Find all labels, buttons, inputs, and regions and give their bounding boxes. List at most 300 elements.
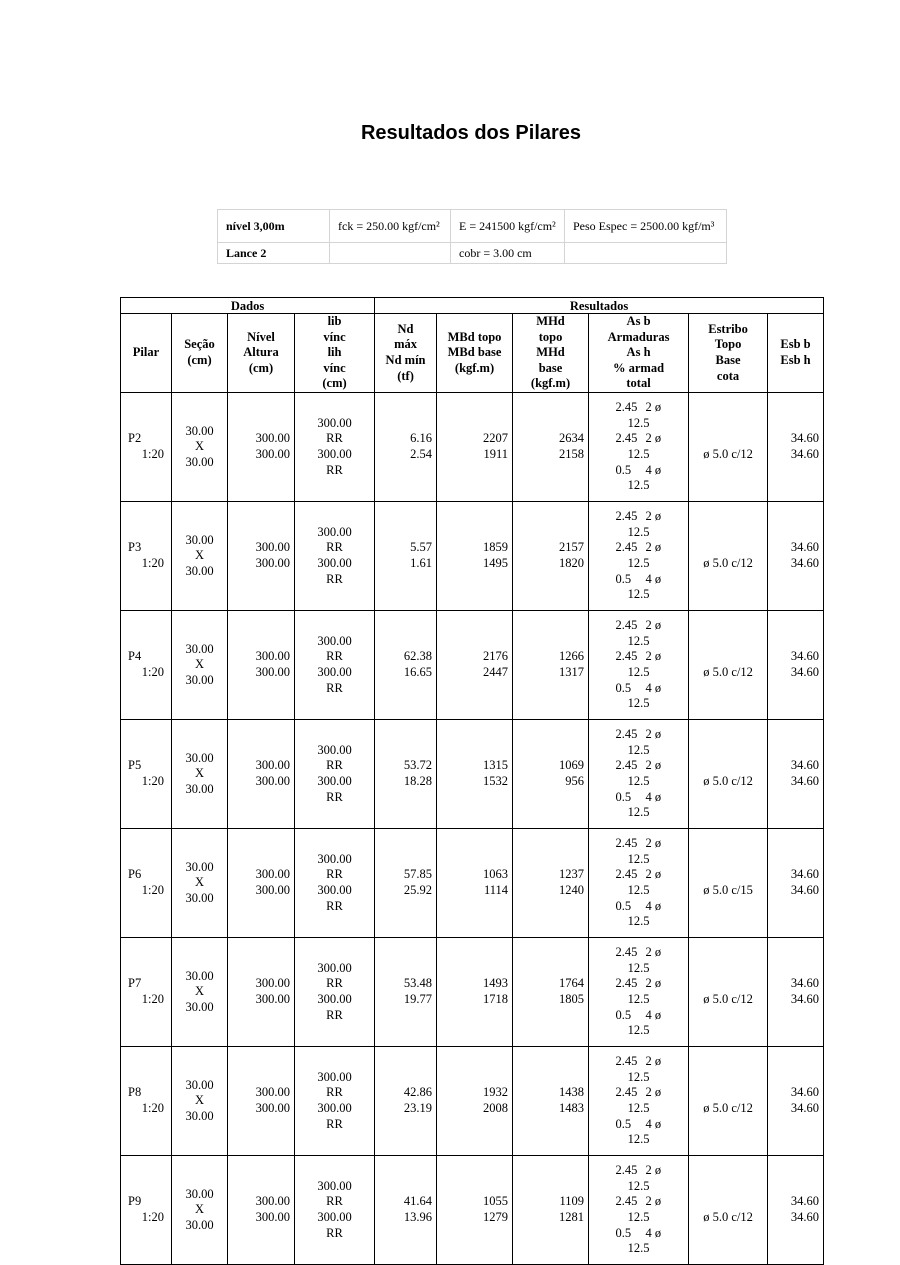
pilar-scale: 1:20: [141, 991, 164, 1006]
nd-cell: [375, 610, 437, 719]
stirrup-cell: [689, 1155, 768, 1264]
nd-value: 41.64: [403, 1194, 433, 1209]
reinforcement-area: 0.5: [615, 898, 632, 913]
header-nd-line: Nd mín: [385, 352, 426, 367]
mhd-value: 1820: [559, 555, 585, 570]
reinforcement-diameter: 12.5: [627, 742, 650, 757]
mbd-cell: [437, 1155, 513, 1264]
pilar-scale: 1:20: [141, 773, 164, 788]
reinforcement-bars: 2 ø: [645, 727, 662, 742]
lib-vinc-cell: [295, 719, 375, 828]
pilar-name: P8: [128, 1085, 142, 1100]
column-header-row: [121, 314, 824, 393]
slenderness-cell: [768, 610, 824, 719]
mhd-value: 1805: [559, 991, 585, 1006]
section-line: X: [194, 657, 205, 672]
reinforcement-line: [591, 540, 686, 556]
header-lib-line: vínc: [323, 360, 346, 375]
lib-vinc-value: 300.00: [317, 664, 352, 679]
slenderness-value: 34.60: [790, 555, 820, 570]
level-height-value: 300.00: [255, 1209, 290, 1224]
lib-vinc-value: RR: [326, 976, 343, 991]
mhd-cell: [513, 610, 589, 719]
section-line: 30.00: [185, 1108, 214, 1123]
nd-value: 6.16: [410, 431, 433, 446]
lib-vinc-value: 300.00: [317, 960, 352, 975]
empty-cell: [565, 243, 727, 264]
reinforcement-bars: 2 ø: [645, 1194, 662, 1209]
stirrup-value: ø 5.0 c/12: [703, 664, 753, 679]
reinforcement-area: 2.45: [615, 509, 638, 524]
header-pilar: [121, 314, 172, 393]
reinforcement-bars: 4 ø: [645, 680, 662, 695]
section-line: 30.00: [185, 423, 214, 438]
reinforcement-line: [591, 618, 686, 634]
mhd-cell: [513, 1155, 589, 1264]
mhd-value: 1281: [559, 1209, 585, 1224]
empty-cell: [330, 243, 451, 264]
reinforcement-bars: 4 ø: [645, 1225, 662, 1240]
pilar-cell: [121, 937, 172, 1046]
reinforcement-area: 2.45: [615, 836, 638, 851]
slenderness-cell: [768, 719, 824, 828]
reinforcement-area: 2.45: [615, 1085, 638, 1100]
header-nd: [375, 314, 437, 393]
mhd-value: 1237: [559, 867, 585, 882]
header-as-line: Armaduras: [607, 329, 670, 344]
mhd-cell: [513, 828, 589, 937]
slenderness-cell: [768, 392, 824, 501]
nd-cell: [375, 937, 437, 1046]
level-height-value: 300.00: [255, 446, 290, 461]
level-height-value: 300.00: [255, 773, 290, 788]
level-height-value: 300.00: [255, 1100, 290, 1115]
reinforcement-area: 2.45: [615, 945, 638, 960]
pilar-cell: [121, 610, 172, 719]
level-height-cell: [228, 937, 295, 1046]
reinforcement-line: [591, 790, 686, 806]
mbd-cell: [437, 501, 513, 610]
mhd-value: 1109: [559, 1194, 585, 1209]
slenderness-value: 34.60: [790, 773, 820, 788]
mbd-cell: [437, 610, 513, 719]
reinforcement-bars: 2 ø: [645, 431, 662, 446]
reinforcement-diameter: 12.5: [627, 1132, 650, 1147]
reinforcement-bars: 2 ø: [645, 649, 662, 664]
nd-value: 42.86: [403, 1085, 433, 1100]
stirrup-value: ø 5.0 c/12: [703, 773, 753, 788]
lib-vinc-value: 300.00: [317, 415, 352, 430]
header-mhd-line: base: [538, 360, 563, 375]
level-height-cell: [228, 610, 295, 719]
nd-value: 13.96: [403, 1209, 433, 1224]
nd-value: 25.92: [403, 882, 433, 897]
lib-vinc-value: RR: [326, 1225, 343, 1240]
lib-vinc-value: 300.00: [317, 851, 352, 866]
level-height-cell: [228, 828, 295, 937]
header-lib-line: lih: [327, 345, 342, 360]
reinforcement-area: 0.5: [615, 789, 632, 804]
header-as-line: As b: [626, 314, 651, 328]
reinforcement-diameter: 12.5: [627, 415, 650, 430]
header-secao-line: Seção: [184, 337, 215, 352]
level-height-value: 300.00: [255, 976, 290, 991]
group-header-row: [121, 298, 824, 314]
stirrup-value: ø 5.0 c/12: [703, 991, 753, 1006]
reinforcement-diameter: 12.5: [627, 1023, 650, 1038]
header-secao: [172, 314, 228, 393]
section-line: 30.00: [185, 968, 214, 983]
level-height-cell: [228, 1046, 295, 1155]
header-esb-line: Esb h: [780, 352, 811, 367]
reinforcement-area: 2.45: [615, 1054, 638, 1069]
section-line: X: [194, 548, 205, 563]
reinforcement-diameter: 12.5: [627, 587, 650, 602]
header-nivel-line: Altura: [243, 345, 279, 360]
lib-vinc-value: 300.00: [317, 524, 352, 539]
section-line: 30.00: [185, 1217, 214, 1232]
fck-value: fck = 250.00 kgf/cm²: [330, 210, 451, 243]
reinforcement-diameter: 12.5: [627, 805, 650, 820]
mhd-value: 2157: [559, 540, 585, 555]
slenderness-value: 34.60: [790, 649, 820, 664]
level-height-cell: [228, 719, 295, 828]
header-as-line: total: [626, 376, 651, 391]
header-mhd-line: topo: [538, 329, 563, 344]
header-as-line: % armad: [613, 360, 665, 375]
level-height-value: 300.00: [255, 649, 290, 664]
stirrup-cell: [689, 719, 768, 828]
reinforcement-area: 0.5: [615, 1116, 632, 1131]
header-estribo-line: Base: [715, 352, 741, 367]
reinforcement-bars: 2 ø: [645, 758, 662, 773]
lib-vinc-value: 300.00: [317, 446, 352, 461]
reinforcement-bars: 2 ø: [645, 836, 662, 851]
lib-vinc-value: 300.00: [317, 555, 352, 570]
reinforcement-line: [591, 1054, 686, 1070]
pilar-name: P3: [128, 540, 142, 555]
header-as-line: As h: [626, 345, 651, 360]
page-title: Resultados dos Pilares: [360, 122, 582, 144]
reinforcement-bars: 4 ø: [645, 571, 662, 586]
header-mbd-line: (kgf.m): [454, 360, 495, 375]
header-lib: [295, 314, 375, 393]
section-line: X: [194, 875, 205, 890]
reinforcement-line: [591, 572, 686, 588]
reinforcement-bars: 4 ø: [645, 462, 662, 477]
reinforcement-cell: [589, 501, 689, 610]
stirrup-value: ø 5.0 c/12: [703, 446, 753, 461]
mbd-value: 1279: [483, 1209, 509, 1224]
reinforcement-line: [591, 867, 686, 883]
lib-vinc-cell: [295, 392, 375, 501]
info-row: [218, 243, 727, 264]
mhd-value: 1438: [559, 1085, 585, 1100]
lib-vinc-cell: [295, 937, 375, 1046]
level-height-value: 300.00: [255, 555, 290, 570]
reinforcement-area: 2.45: [615, 867, 638, 882]
header-nivel: [228, 314, 295, 393]
mbd-value: 1911: [483, 446, 509, 461]
mhd-value: 1764: [559, 976, 585, 991]
reinforcement-area: 2.45: [615, 976, 638, 991]
slenderness-value: 34.60: [790, 976, 820, 991]
nd-value: 2.54: [410, 446, 433, 461]
reinforcement-line: [591, 727, 686, 743]
reinforcement-diameter: 12.5: [627, 882, 650, 897]
reinforcement-cell: [589, 1155, 689, 1264]
section-line: 30.00: [185, 890, 214, 905]
header-lib-line: vínc: [323, 329, 346, 344]
section-line: 30.00: [185, 1186, 214, 1201]
reinforcement-bars: 4 ø: [645, 1007, 662, 1022]
reinforcement-diameter: 12.5: [627, 664, 650, 679]
reinforcement-area: 0.5: [615, 1225, 632, 1240]
slenderness-value: 34.60: [790, 867, 820, 882]
pilar-name: P5: [128, 758, 142, 773]
stirrup-value: ø 5.0 c/12: [703, 1100, 753, 1115]
stirrup-value: ø 5.0 c/12: [703, 555, 753, 570]
slenderness-value: 34.60: [790, 664, 820, 679]
reinforcement-cell: [589, 719, 689, 828]
pilar-name: P2: [128, 431, 142, 446]
mhd-value: 1266: [559, 649, 585, 664]
material-info-table: [217, 209, 727, 264]
reinforcement-diameter: 12.5: [627, 1069, 650, 1084]
header-esb-line: Esb b: [780, 337, 811, 352]
reinforcement-diameter: 12.5: [627, 914, 650, 929]
lance-label: Lance 2: [218, 243, 330, 264]
lib-vinc-value: 300.00: [317, 882, 352, 897]
slenderness-cell: [768, 501, 824, 610]
lib-vinc-value: RR: [326, 571, 343, 586]
section-line: X: [194, 984, 205, 999]
nd-value: 62.38: [403, 649, 433, 664]
stirrup-value: ø 5.0 c/15: [703, 882, 753, 897]
slenderness-value: 34.60: [790, 1100, 820, 1115]
pilar-name: P4: [128, 649, 142, 664]
header-mhd-line: (kgf.m): [530, 376, 571, 391]
mbd-value: 1063: [483, 867, 509, 882]
lib-vinc-value: RR: [326, 758, 343, 773]
lib-vinc-value: RR: [326, 1085, 343, 1100]
reinforcement-area: 0.5: [615, 1007, 632, 1022]
reinforcement-bars: 4 ø: [645, 1116, 662, 1131]
table-row: [121, 1046, 824, 1155]
slenderness-value: 34.60: [790, 431, 820, 446]
header-mbd-line: MBd topo: [447, 329, 502, 344]
lib-vinc-cell: [295, 1046, 375, 1155]
reinforcement-line: [591, 1226, 686, 1242]
reinforcement-diameter: 12.5: [627, 991, 650, 1006]
section-line: 30.00: [185, 672, 214, 687]
reinforcement-line: [591, 976, 686, 992]
header-as: [589, 314, 689, 393]
mhd-value: 1240: [559, 882, 585, 897]
nd-cell: [375, 719, 437, 828]
header-nivel-line: (cm): [248, 360, 274, 375]
section-line: X: [194, 439, 205, 454]
lib-vinc-value: 300.00: [317, 1209, 352, 1224]
level-height-value: 300.00: [255, 540, 290, 555]
reinforcement-cell: [589, 937, 689, 1046]
header-secao-line: (cm): [187, 352, 212, 367]
mhd-value: 1069: [559, 758, 585, 773]
reinforcement-area: 2.45: [615, 540, 638, 555]
header-mbd-line: MBd base: [447, 345, 502, 360]
reinforcement-diameter: 12.5: [627, 555, 650, 570]
header-nivel-line: Nível: [247, 329, 275, 344]
section-cell: [172, 1046, 228, 1155]
mbd-value: 1859: [483, 540, 509, 555]
header-nd-line: (tf): [397, 368, 414, 383]
mhd-cell: [513, 501, 589, 610]
section-cell: [172, 392, 228, 501]
header-estribo-line: cota: [716, 368, 740, 383]
pilar-scale: 1:20: [141, 1209, 164, 1224]
mbd-cell: [437, 392, 513, 501]
pilar-scale: 1:20: [141, 446, 164, 461]
lib-vinc-value: RR: [326, 1007, 343, 1022]
lib-vinc-value: RR: [326, 462, 343, 477]
pilar-name: P6: [128, 867, 142, 882]
reinforcement-bars: 2 ø: [645, 867, 662, 882]
reinforcement-cell: [589, 610, 689, 719]
reinforcement-diameter: 12.5: [627, 478, 650, 493]
mhd-value: 2634: [559, 431, 585, 446]
header-estribo: [689, 314, 768, 393]
pilar-scale: 1:20: [141, 664, 164, 679]
nd-cell: [375, 828, 437, 937]
section-line: X: [194, 1093, 205, 1108]
reinforcement-area: 2.45: [615, 758, 638, 773]
reinforcement-diameter: 12.5: [627, 960, 650, 975]
stirrup-cell: [689, 392, 768, 501]
slenderness-value: 34.60: [790, 991, 820, 1006]
reinforcement-line: [591, 899, 686, 915]
reinforcement-line: [591, 463, 686, 479]
elastic-modulus-value: E = 241500 kgf/cm²: [451, 210, 565, 243]
reinforcement-diameter: 12.5: [627, 696, 650, 711]
reinforcement-area: 0.5: [615, 462, 632, 477]
reinforcement-diameter: 12.5: [627, 851, 650, 866]
section-cell: [172, 610, 228, 719]
table-row: [121, 1155, 824, 1264]
reinforcement-area: 2.45: [615, 1194, 638, 1209]
results-table: [120, 297, 824, 1265]
nd-cell: [375, 392, 437, 501]
lib-vinc-value: 300.00: [317, 1178, 352, 1193]
lib-vinc-value: 300.00: [317, 742, 352, 757]
mbd-value: 1495: [483, 555, 509, 570]
lib-vinc-cell: [295, 828, 375, 937]
reinforcement-line: [591, 509, 686, 525]
reinforcement-diameter: 12.5: [627, 633, 650, 648]
mbd-cell: [437, 719, 513, 828]
mhd-cell: [513, 719, 589, 828]
header-lib-line: (cm): [322, 376, 347, 391]
header-mbd: [437, 314, 513, 393]
header-nd-line: máx: [394, 337, 417, 352]
nd-cell: [375, 1046, 437, 1155]
reinforcement-area: 0.5: [615, 680, 632, 695]
lib-vinc-cell: [295, 501, 375, 610]
section-cell: [172, 501, 228, 610]
level-height-cell: [228, 392, 295, 501]
mbd-cell: [437, 1046, 513, 1155]
section-line: 30.00: [185, 750, 214, 765]
section-cell: [172, 719, 228, 828]
reinforcement-area: 2.45: [615, 431, 638, 446]
header-nd-line: Nd: [397, 321, 414, 336]
reinforcement-area: 2.45: [615, 618, 638, 633]
mhd-value: 2158: [559, 446, 585, 461]
lib-vinc-value: RR: [326, 649, 343, 664]
reinforcement-bars: 2 ø: [645, 1054, 662, 1069]
pilar-cell: [121, 828, 172, 937]
section-line: 30.00: [185, 641, 214, 656]
reinforcement-area: 2.45: [615, 727, 638, 742]
table-row: [121, 392, 824, 501]
pilar-scale: 1:20: [141, 1100, 164, 1115]
mbd-value: 2176: [483, 649, 509, 664]
mbd-value: 1315: [483, 758, 509, 773]
mhd-value: 1317: [559, 664, 585, 679]
slenderness-value: 34.60: [790, 882, 820, 897]
lib-vinc-value: RR: [326, 1116, 343, 1131]
lib-vinc-cell: [295, 1155, 375, 1264]
reinforcement-diameter: 12.5: [627, 524, 650, 539]
cover-value: cobr = 3.00 cm: [451, 243, 565, 264]
level-height-value: 300.00: [255, 882, 290, 897]
slenderness-value: 34.60: [790, 1085, 820, 1100]
mbd-value: 1114: [483, 882, 509, 897]
lib-vinc-value: 300.00: [317, 773, 352, 788]
lib-vinc-value: RR: [326, 431, 343, 446]
lib-vinc-value: RR: [326, 867, 343, 882]
mhd-value: 956: [565, 773, 585, 788]
header-mhd-line: MHd: [536, 345, 565, 360]
mbd-value: 1932: [483, 1085, 509, 1100]
reinforcement-line: [591, 1008, 686, 1024]
slenderness-value: 34.60: [790, 1194, 820, 1209]
reinforcement-cell: [589, 828, 689, 937]
header-mhd-line: MHd: [536, 314, 565, 328]
section-line: X: [194, 766, 205, 781]
mbd-value: 2447: [483, 664, 509, 679]
nd-value: 16.65: [403, 664, 433, 679]
mbd-value: 1493: [483, 976, 509, 991]
reinforcement-area: 2.45: [615, 1163, 638, 1178]
slenderness-value: 34.60: [790, 758, 820, 773]
mbd-cell: [437, 937, 513, 1046]
reinforcement-diameter: 12.5: [627, 773, 650, 788]
level-label: nível 3,00m: [218, 210, 330, 243]
level-height-value: 300.00: [255, 664, 290, 679]
table-row: [121, 501, 824, 610]
nd-cell: [375, 1155, 437, 1264]
group-resultados: Resultados: [375, 298, 824, 314]
reinforcement-line: [591, 649, 686, 665]
slenderness-cell: [768, 1155, 824, 1264]
section-line: 30.00: [185, 563, 214, 578]
section-cell: [172, 1155, 228, 1264]
mbd-value: 1532: [483, 773, 509, 788]
nd-value: 23.19: [403, 1100, 433, 1115]
reinforcement-bars: 2 ø: [645, 540, 662, 555]
stirrup-cell: [689, 1046, 768, 1155]
slenderness-value: 34.60: [790, 446, 820, 461]
